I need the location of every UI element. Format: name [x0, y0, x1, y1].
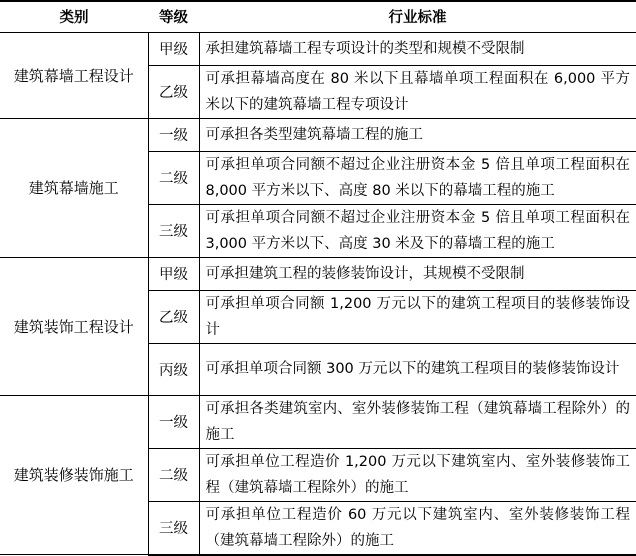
level-cell: 三级	[148, 204, 199, 257]
header-level: 等级	[148, 1, 199, 32]
standard-cell: 可承担各类型建筑幕墙工程的施工	[199, 118, 636, 151]
level-cell: 二级	[148, 448, 199, 501]
table-row	[0, 32, 636, 65]
level-cell: 三级	[148, 501, 199, 555]
category-cell: 建筑幕墙工程设计	[0, 32, 148, 118]
standard-cell: 可承担单位工程造价 60 万元以下建筑室内、室外装修装饰工程（建筑幕墙工程除外）的施工	[199, 501, 636, 555]
table-row	[0, 118, 636, 151]
header-category: 类别	[0, 1, 148, 32]
table-row	[0, 395, 636, 448]
level-cell: 一级	[148, 118, 199, 151]
level-cell: 乙级	[148, 290, 199, 343]
level-cell: 甲级	[148, 32, 199, 65]
standard-cell: 可承担单项合同额不超过企业注册资本金 5 倍且单项工程面积在 8,000 平方米以下、高度 80 米以下的幕墙工程的施工	[199, 151, 636, 204]
standard-cell: 承担建筑幕墙工程专项设计的类型和规模不受限制	[199, 32, 636, 65]
standard-cell: 可承担单项合同额 300 万元以下的建筑工程项目的装修装饰设计	[199, 343, 636, 395]
standard-cell: 可承担单项合同额不超过企业注册资本金 5 倍且单项工程面积在 3,000 平方米以下、高度 30 米及下的幕墙工程的施工	[199, 204, 636, 257]
standard-cell: 可承担单位工程造价 1,200 万元以下建筑室内、室外装修装饰工程（建筑幕墙工程除外）的施工	[199, 448, 636, 501]
standard-cell: 可承担单项合同额 1,200 万元以下的建筑工程项目的装修装饰设计	[199, 290, 636, 343]
category-cell: 建筑装修装饰施工	[0, 395, 148, 555]
standard-cell: 可承担幕墙高度在 80 米以下且幕墙单项工程面积在 6,000 平方米以下的建筑幕墙工程专项设计	[199, 65, 636, 118]
level-cell: 丙级	[148, 343, 199, 395]
table-row	[0, 257, 636, 290]
header-standard: 行业标准	[199, 1, 636, 32]
level-cell: 一级	[148, 395, 199, 448]
level-cell: 二级	[148, 151, 199, 204]
standard-cell: 可承担各类建筑室内、室外装修装饰工程（建筑幕墙工程除外）的施工	[199, 395, 636, 448]
level-cell: 甲级	[148, 257, 199, 290]
standard-cell: 可承担建筑工程的装修装饰设计，其规模不受限制	[199, 257, 636, 290]
category-cell: 建筑装饰工程设计	[0, 257, 148, 395]
table-header-row	[0, 1, 636, 32]
level-cell: 乙级	[148, 65, 199, 118]
category-cell: 建筑幕墙施工	[0, 118, 148, 257]
